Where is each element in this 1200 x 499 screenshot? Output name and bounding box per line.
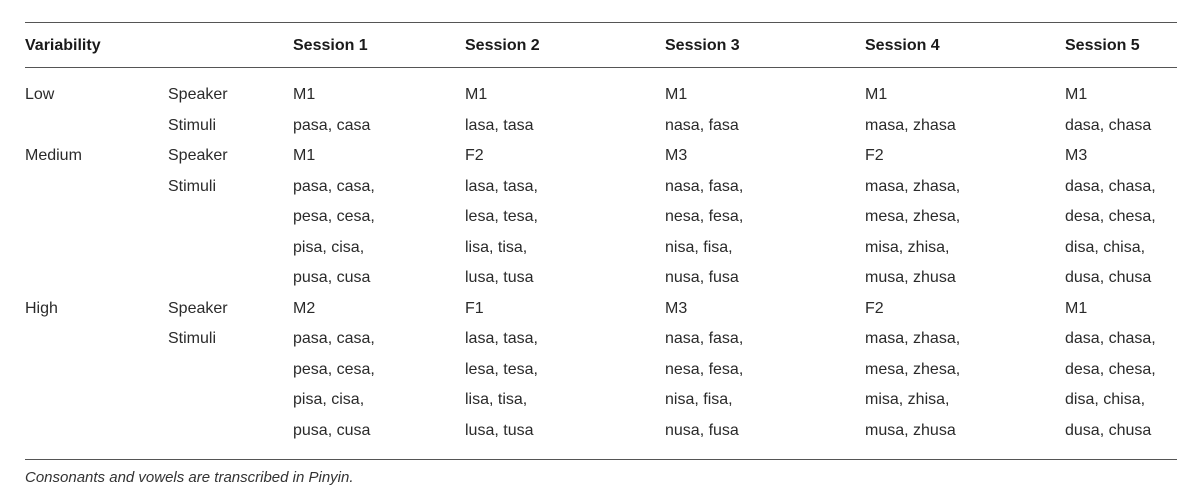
table-cell: pesa, cesa, bbox=[293, 360, 375, 378]
variability-label: Low bbox=[25, 86, 55, 103]
table-cell: pasa, casa, bbox=[293, 177, 375, 195]
row-label: Stimuli bbox=[168, 116, 217, 134]
table-cell: desa, chesa, bbox=[1065, 360, 1156, 378]
table-cell: misa, zhisa, bbox=[865, 391, 950, 408]
table-cell: nisa, fisa, bbox=[665, 238, 733, 256]
table-cell: misa, zhisa, bbox=[865, 238, 950, 256]
header-session-2: Session 2 bbox=[465, 37, 540, 54]
table-cell: M1 bbox=[293, 86, 316, 103]
header-session-4: Session 4 bbox=[865, 37, 940, 54]
table-cell: masa, zhasa bbox=[865, 116, 956, 134]
table-cell: musa, zhusa bbox=[865, 269, 956, 286]
table-cell: pusa, cusa bbox=[293, 269, 371, 286]
table-cell: masa, zhasa, bbox=[865, 330, 961, 347]
table-cell: M3 bbox=[665, 147, 688, 164]
table-cell: M1 bbox=[1065, 299, 1088, 317]
table-header-row bbox=[25, 22, 1177, 67]
table-cell: nasa, fasa, bbox=[665, 330, 744, 347]
table-cell: pisa, cisa, bbox=[293, 391, 365, 408]
table-cell: pusa, cusa bbox=[293, 421, 371, 439]
table-cell: M1 bbox=[293, 147, 316, 164]
row-label: Speaker bbox=[168, 299, 228, 317]
table-cell: lusa, tusa bbox=[465, 269, 534, 286]
table-cell: mesa, zhesa, bbox=[865, 360, 961, 378]
table-cell: dasa, chasa bbox=[1065, 116, 1152, 134]
table-cell: M3 bbox=[1065, 147, 1088, 164]
table-cell: lasa, tasa, bbox=[465, 330, 538, 347]
row-label: Stimuli bbox=[168, 177, 217, 195]
table-footnote: Consonants and vowels are transcribed in Pinyin. bbox=[25, 469, 354, 486]
table-cell: disa, chisa, bbox=[1065, 238, 1146, 256]
table-cell: M1 bbox=[865, 86, 888, 103]
table-cell: disa, chisa, bbox=[1065, 391, 1146, 408]
table-cell: lesa, tesa, bbox=[465, 360, 538, 378]
table-cell: pisa, cisa, bbox=[293, 238, 365, 256]
table-cell: mesa, zhesa, bbox=[865, 208, 961, 225]
table-cell: F2 bbox=[865, 299, 884, 317]
table-cell: dusa, chusa bbox=[1065, 269, 1152, 286]
header-session-3: Session 3 bbox=[665, 37, 740, 54]
table-cell: nisa, fisa, bbox=[665, 391, 733, 408]
table-cell: nasa, fasa, bbox=[665, 177, 744, 195]
table-cell: masa, zhasa, bbox=[865, 177, 961, 195]
table-cell: M3 bbox=[665, 299, 688, 317]
header-variability: Variability bbox=[25, 37, 101, 54]
header-rule bbox=[25, 67, 1177, 68]
table-cell: lusa, tusa bbox=[465, 421, 534, 439]
table-cell: F1 bbox=[465, 299, 484, 317]
table-cell: dasa, chasa, bbox=[1065, 177, 1156, 195]
table-cell: F2 bbox=[465, 147, 484, 164]
table-cell: M2 bbox=[293, 299, 316, 317]
table-cell: lisa, tisa, bbox=[465, 238, 528, 256]
table-cell: nesa, fesa, bbox=[665, 360, 744, 378]
row-label: Speaker bbox=[168, 147, 228, 164]
table-cell: nasa, fasa bbox=[665, 116, 739, 134]
header-session-5: Session 5 bbox=[1065, 37, 1140, 54]
table-bottom-rule bbox=[25, 459, 1177, 460]
table-cell: nusa, fusa bbox=[665, 421, 739, 439]
table-cell: lasa, tasa bbox=[465, 116, 534, 134]
table-cell: lisa, tisa, bbox=[465, 391, 528, 408]
table-cell: M1 bbox=[665, 86, 688, 103]
table-cell: pesa, cesa, bbox=[293, 208, 375, 225]
table-cell: lasa, tasa, bbox=[465, 177, 538, 195]
row-label: Speaker bbox=[168, 86, 228, 103]
header-session-1: Session 1 bbox=[293, 37, 368, 54]
table-cell: M1 bbox=[465, 86, 488, 103]
table-cell: F2 bbox=[865, 147, 884, 164]
table-cell: M1 bbox=[1065, 86, 1088, 103]
table-cell: nesa, fesa, bbox=[665, 208, 744, 225]
table-cell: lesa, tesa, bbox=[465, 208, 538, 225]
variability-label: Medium bbox=[25, 147, 82, 164]
table-cell: pasa, casa, bbox=[293, 330, 375, 347]
table-cell: musa, zhusa bbox=[865, 421, 956, 439]
variability-label: High bbox=[25, 299, 58, 317]
table-cell: nusa, fusa bbox=[665, 269, 739, 286]
table-cell: dusa, chusa bbox=[1065, 421, 1152, 439]
table-cell: pasa, casa bbox=[293, 116, 371, 134]
row-label: Stimuli bbox=[168, 330, 217, 347]
table-cell: dasa, chasa, bbox=[1065, 330, 1156, 347]
table-cell: desa, chesa, bbox=[1065, 208, 1156, 225]
